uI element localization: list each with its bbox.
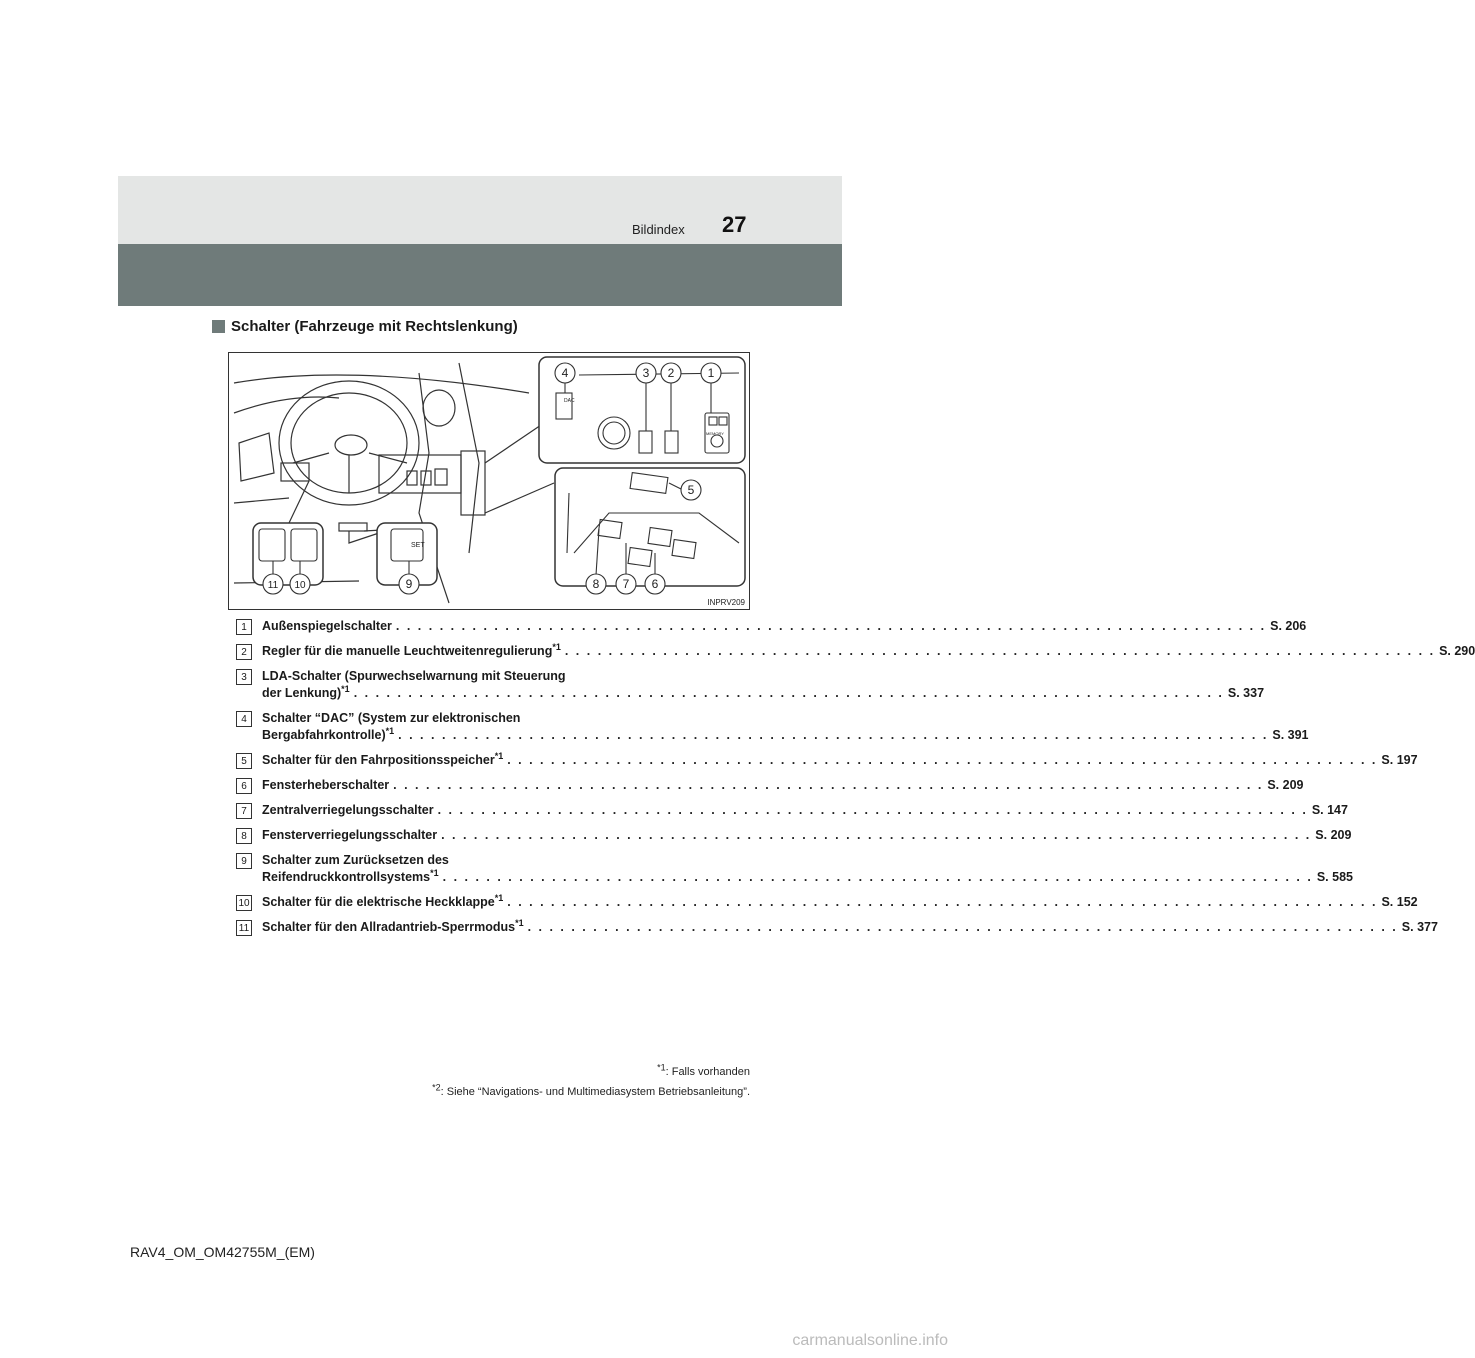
callout-5: 5 — [687, 483, 695, 497]
index-entry-label — [262, 802, 434, 819]
header-dark-band — [118, 244, 842, 306]
index-number: 7 — [236, 803, 252, 819]
set-label: SET — [411, 542, 425, 549]
index-text — [262, 919, 1438, 936]
watermark: carmanualsonline.info — [792, 1332, 948, 1349]
index-number: 8 — [236, 828, 252, 844]
index-entry-label — [262, 827, 437, 844]
page-reference-link[interactable]: S. 206 — [1270, 619, 1307, 633]
dot-leader: . . . . . . . . . . . . . . . . . . . . . . . . . . . . . . . . . . . . . . . . . . . . . . . . . . . . . . . . . . . . . . . . . . . . . . . . . . . . . . . . — [442, 870, 1313, 884]
index-leader-line — [262, 752, 1418, 769]
dot-leader: . . . . . . . . . . . . . . . . . . . . . . . . . . . . . . . . . . . . . . . . . . . . . . . . . . . . . . . . . . . . . . . . . . . . . . . . . . . . . . . . — [353, 686, 1224, 700]
page-reference-link[interactable]: S. 391 — [1272, 728, 1309, 742]
index-item — [236, 618, 1307, 635]
footnote-marker: *1 — [385, 725, 395, 736]
index-text — [262, 752, 1418, 769]
footnote-marker: *1 — [552, 641, 561, 652]
index-text — [262, 852, 1353, 886]
page-reference-link[interactable]: S. 197 — [1381, 753, 1418, 767]
index-number: 4 — [236, 711, 252, 727]
dot-leader: . . . . . . . . . . . . . . . . . . . . . . . . . . . . . . . . . . . . . . . . . . . . . . . . . . . . . . . . . . . . . . . . . . . . . . . . . . . . . . . . — [437, 803, 1308, 817]
page-reference-link[interactable]: S. 290 — [1439, 644, 1475, 658]
index-entry-label — [262, 727, 394, 744]
footnote-1: $^{*1}$: Falls vorhanden — [657, 1062, 750, 1078]
footnote-2: $^{*2}$: Siehe “Navigations- und Multimediasystem Betriebsanleitung”. — [432, 1082, 750, 1098]
index-entry-text: Bergabfahrkontrolle) — [262, 728, 386, 742]
index-text-line: Schalter “DAC” (System zur elektronischen — [262, 711, 521, 725]
footnote-marker: *1 — [341, 683, 350, 694]
index-number: 6 — [236, 778, 252, 794]
footer-code: RAV4_OM_OM42755M_(EM) — [130, 1244, 315, 1260]
dot-leader: . . . . . . . . . . . . . . . . . . . . . . . . . . . . . . . . . . . . . . . . . . . . . . . . . . . . . . . . . . . . . . . . . . . . . . . . . . . . . . . . — [441, 828, 1312, 842]
index-entry-label — [262, 777, 389, 794]
figure-code: INPRV209 — [707, 598, 745, 607]
index-text — [262, 777, 1303, 794]
page-reference-link[interactable]: S. 209 — [1267, 778, 1304, 792]
page-reference-link[interactable]: S. 585 — [1316, 870, 1353, 884]
dot-leader: . . . . . . . . . . . . . . . . . . . . . . . . . . . . . . . . . . . . . . . . . . . . . . . . . . . . . . . . . . . . . . . . . . . . . . . . . . . . . . . . — [393, 778, 1264, 792]
page-reference-link[interactable]: S. 152 — [1381, 895, 1418, 909]
index-entry-text: Schalter für den Fahrpositionsspeicher — [262, 753, 495, 767]
index-entry-text: Schalter für den Allradantrieb-Sperrmodus — [262, 920, 516, 934]
index-text — [262, 668, 1264, 702]
callout-3: 3 — [642, 366, 650, 380]
dashboard-drawing — [229, 353, 749, 609]
dot-leader: . . . . . . . . . . . . . . . . . . . . . . . . . . . . . . . . . . . . . . . . . . . . . . . . . . . . . . . . . . . . . . . . . . . . . . . . . . . . . . . . — [527, 920, 1398, 934]
dot-leader: . . . . . . . . . . . . . . . . . . . . . . . . . . . . . . . . . . . . . . . . . . . . . . . . . . . . . . . . . . . . . . . . . . . . . . . . . . . . . . . . — [398, 728, 1269, 742]
index-leader-line — [262, 869, 1353, 886]
index-text — [262, 802, 1348, 819]
index-entry-text: Schalter für die elektrische Heckklappe — [262, 895, 495, 909]
index-text-line: Schalter zum Zurücksetzen des — [262, 853, 449, 867]
index-item — [236, 668, 1265, 702]
index-entry-label — [262, 685, 350, 702]
index-item — [236, 777, 1304, 794]
index-text — [262, 643, 1475, 660]
index-entry-label — [262, 752, 503, 769]
index-item — [236, 641, 1475, 660]
index-leader-line — [262, 827, 1351, 844]
index-leader-line — [262, 802, 1348, 819]
dot-leader: . . . . . . . . . . . . . . . . . . . . . . . . . . . . . . . . . . . . . . . . . . . . . . . . . . . . . . . . . . . . . . . . . . . . . . . . . . . . . . . . — [507, 895, 1378, 909]
index-leader-line — [262, 727, 1309, 744]
callout-9: 9 — [405, 577, 413, 591]
dac-label: DAC — [564, 398, 575, 404]
index-entry-text: Reifendruckkontrollsystems — [262, 870, 431, 884]
dot-leader: . . . . . . . . . . . . . . . . . . . . . . . . . . . . . . . . . . . . . . . . . . . . . . . . . . . . . . . . . . . . . . . . . . . . . . . . . . . . . . . . — [507, 753, 1378, 767]
section-square-icon — [212, 320, 225, 333]
index-entry-text: Zentralverriegelungsschalter — [262, 803, 434, 817]
index-entry-label — [262, 643, 561, 660]
page-reference-link[interactable]: S. 209 — [1315, 828, 1352, 842]
index-entry-text: Fensterheberschalter — [262, 778, 390, 792]
index-entry-label — [262, 894, 503, 911]
section-title-text: Schalter (Fahrzeuge mit Rechtslenkung) — [231, 318, 518, 335]
page-reference-link[interactable]: S. 377 — [1401, 920, 1438, 934]
index-item — [236, 750, 1418, 769]
index-text — [262, 894, 1418, 911]
index-item — [236, 710, 1309, 744]
dot-leader: . . . . . . . . . . . . . . . . . . . . . . . . . . . . . . . . . . . . . . . . . . . . . . . . . . . . . . . . . . . . . . . . . . . . . . . . . . . . . . . . — [564, 644, 1436, 658]
index-number: 5 — [236, 753, 252, 769]
switch-illustration — [228, 352, 750, 610]
footnote-marker: *1 — [430, 867, 439, 878]
index-number: 1 — [236, 619, 252, 635]
index-text-line: LDA-Schalter (Spurwechselwarnung mit Steuerung — [262, 669, 566, 683]
callout-10: 10 — [294, 580, 306, 591]
dot-leader: . . . . . . . . . . . . . . . . . . . . . . . . . . . . . . . . . . . . . . . . . . . . . . . . . . . . . . . . . . . . . . . . . . . . . . . . . . . . . . . . — [395, 619, 1267, 633]
footnote-marker: *1 — [494, 750, 504, 761]
index-number: 9 — [236, 853, 252, 869]
footnotes — [432, 1062, 750, 1102]
index-entry-label — [262, 869, 439, 886]
index-entry-text: Außenspiegelschalter — [262, 619, 392, 633]
page-reference-link[interactable]: S. 147 — [1311, 803, 1348, 817]
index-entry-text: Regler für die manuelle Leuchtweitenregulierung — [262, 644, 553, 658]
index-text — [262, 618, 1306, 635]
index-item — [236, 827, 1352, 844]
callout-6: 6 — [651, 577, 659, 591]
index-item — [236, 852, 1353, 886]
callout-7: 7 — [622, 577, 630, 591]
page-number: 27 — [722, 212, 747, 237]
section-title — [212, 318, 518, 335]
index-item — [236, 892, 1418, 911]
callout-2: 2 — [667, 366, 675, 380]
section-label: Bildindex — [632, 222, 685, 237]
index-entry-label — [262, 919, 524, 936]
footnote-marker: *1 — [515, 917, 524, 928]
callout-1: 1 — [707, 366, 715, 380]
index-text — [262, 710, 1309, 744]
index-leader-line — [262, 643, 1475, 660]
index-entry-text: Fensterverriegelungsschalter — [262, 828, 438, 842]
index-item — [236, 802, 1348, 819]
callout-4: 4 — [561, 366, 569, 380]
index-item — [236, 917, 1438, 936]
index-entry-text: der Lenkung) — [262, 686, 342, 700]
index-leader-line — [262, 894, 1418, 911]
index-number: 2 — [236, 644, 252, 660]
index-leader-line — [262, 685, 1264, 702]
footnote-marker: *1 — [494, 892, 504, 903]
index-number: 10 — [236, 895, 252, 911]
callout-8: 8 — [592, 577, 600, 591]
memory-label: MEMORY — [706, 431, 724, 436]
index-number: 3 — [236, 669, 252, 685]
index-entry-label — [262, 618, 392, 635]
page-reference-link[interactable]: S. 337 — [1227, 686, 1265, 700]
index-leader-line — [262, 919, 1438, 936]
index-leader-line — [262, 777, 1303, 794]
index-text — [262, 827, 1351, 844]
index-leader-line — [262, 618, 1306, 635]
callout-11: 11 — [267, 580, 279, 591]
index-list — [236, 618, 1475, 944]
index-number: 11 — [236, 920, 252, 936]
